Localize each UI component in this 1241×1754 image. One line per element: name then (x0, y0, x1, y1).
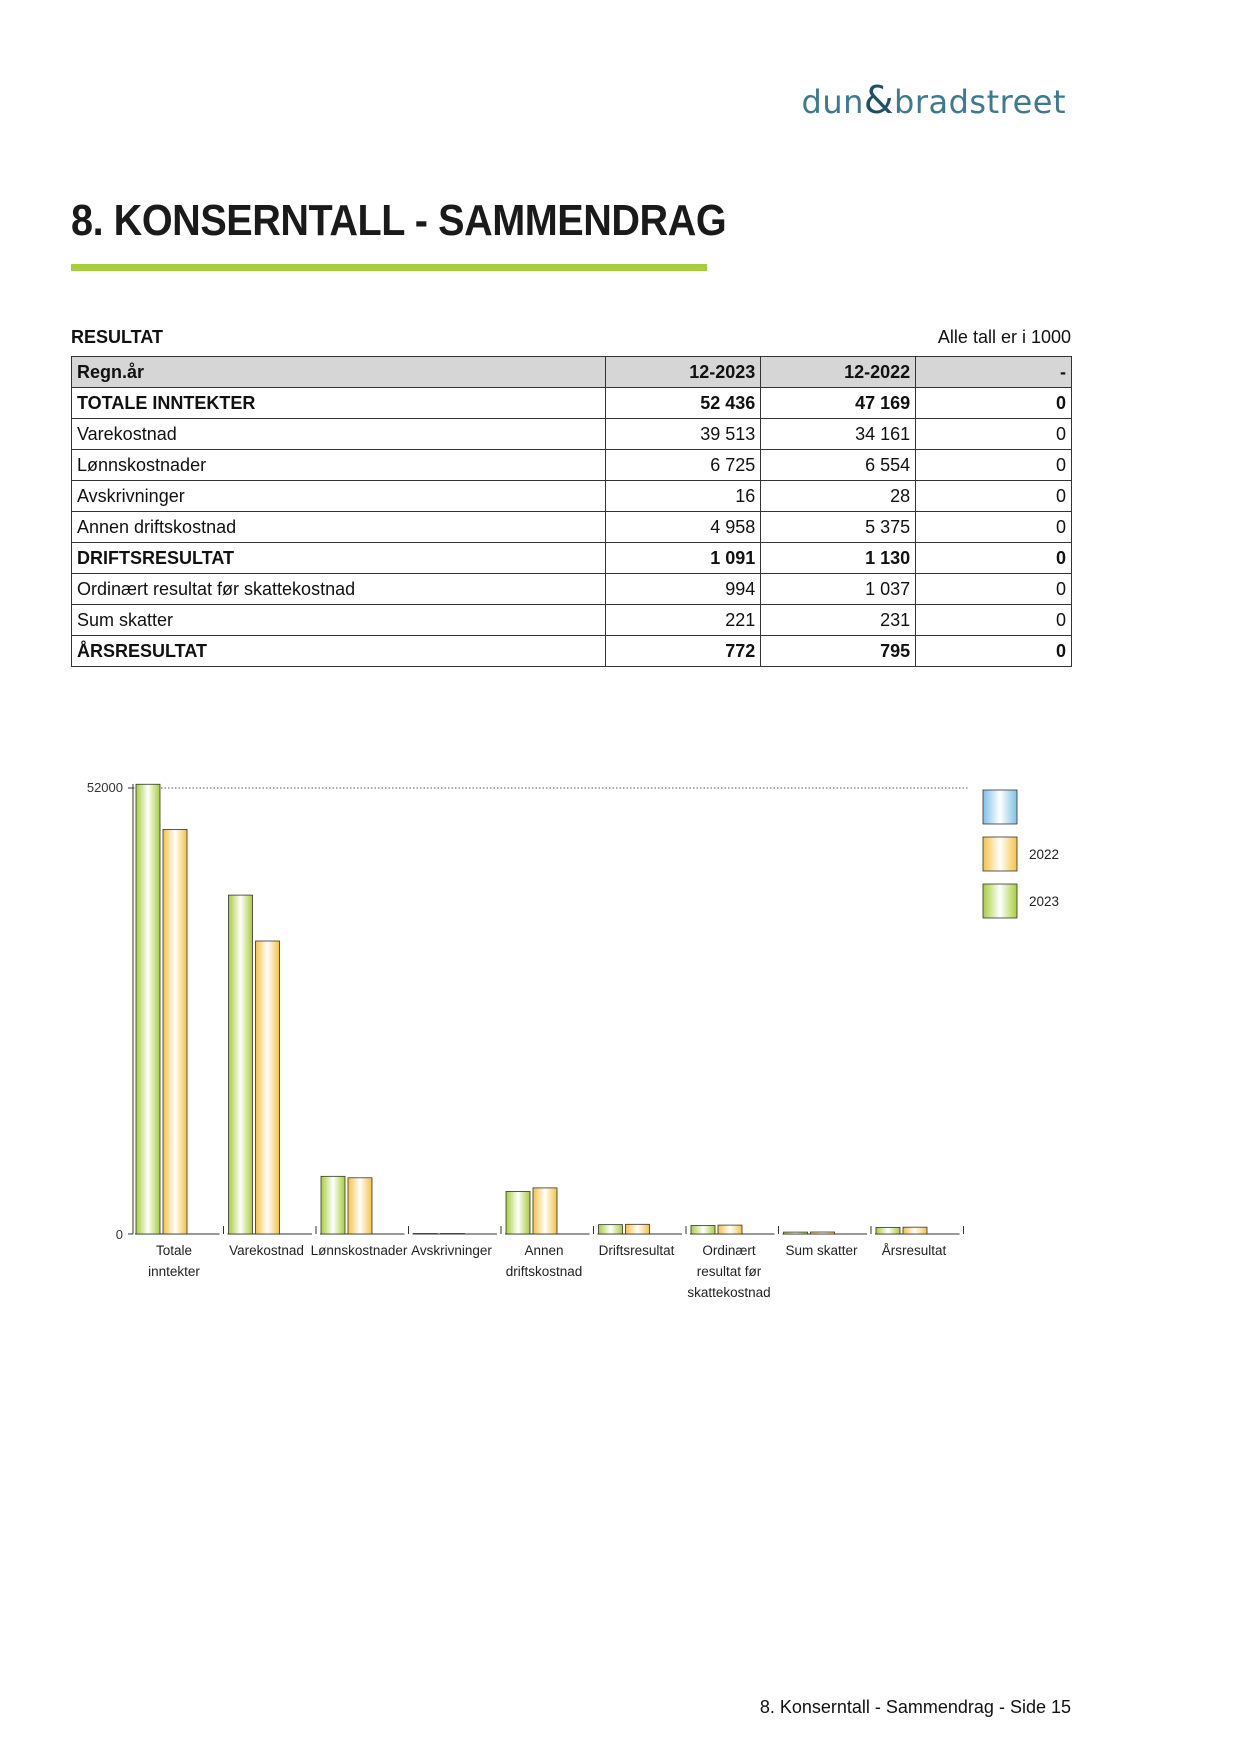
value-2023: 772 (606, 636, 761, 667)
legend-swatch (983, 837, 1017, 871)
table-row (72, 574, 1072, 605)
bar-2022-5 (626, 1224, 650, 1234)
section-label: RESULTAT (71, 327, 163, 347)
value-empty-period: 0 (916, 450, 1072, 481)
bar-2022-2 (348, 1178, 372, 1234)
value-2022: 5 375 (761, 512, 916, 543)
row-label: DRIFTSRESULTAT (72, 543, 606, 574)
bar-2022-0 (163, 829, 187, 1234)
table-row (72, 450, 1072, 481)
header-label: Regn.år (72, 357, 606, 388)
value-2022: 47 169 (761, 388, 916, 419)
row-label: Varekostnad (72, 419, 606, 450)
bar-2022-7 (811, 1232, 835, 1234)
value-empty-period: 0 (916, 636, 1072, 667)
table-row (72, 419, 1072, 450)
result-table (71, 356, 1072, 667)
bar-2022-1 (256, 941, 280, 1234)
x-tick-label: Årsresultat (881, 1243, 947, 1258)
value-2022: 34 161 (761, 419, 916, 450)
row-label: Sum skatter (72, 605, 606, 636)
value-empty-period: 0 (916, 543, 1072, 574)
x-tick-label: Lønnskostnader (310, 1243, 408, 1258)
row-label: Avskrivninger (72, 481, 606, 512)
value-empty-period: 0 (916, 605, 1072, 636)
x-tick-label: skattekostnad (687, 1285, 771, 1300)
value-empty-period: 0 (916, 512, 1072, 543)
value-2023: 52 436 (606, 388, 761, 419)
value-2023: 221 (606, 605, 761, 636)
bar-chart (60, 770, 1100, 1330)
unit-note: Alle tall er i 1000 (937, 327, 1071, 347)
value-2022: 6 554 (761, 450, 916, 481)
table-row (72, 512, 1072, 543)
logo-text-bradstreet: bradstreet (894, 83, 1066, 121)
table-row (72, 605, 1072, 636)
row-label: Lønnskostnader (72, 450, 606, 481)
value-empty-period: 0 (916, 419, 1072, 450)
value-2022: 231 (761, 605, 916, 636)
header-empty-period: - (916, 357, 1072, 388)
value-2023: 1 091 (606, 543, 761, 574)
bar-2023-6 (691, 1225, 715, 1234)
x-tick-label: driftskostnad (505, 1264, 583, 1279)
bar-2022-6 (718, 1225, 742, 1234)
value-empty-period: 0 (916, 574, 1072, 605)
x-tick-label: Sum skatter (785, 1243, 858, 1258)
value-2022: 795 (761, 636, 916, 667)
x-tick-label: Varekostnad (229, 1243, 304, 1258)
value-empty-period: 0 (916, 388, 1072, 419)
value-2022: 1 037 (761, 574, 916, 605)
legend-swatch (983, 884, 1017, 918)
legend-label: 2023 (1029, 894, 1060, 909)
value-2023: 6 725 (606, 450, 761, 481)
header-2022: 12-2022 (761, 357, 916, 388)
value-2023: 16 (606, 481, 761, 512)
logo-ampersand: & (863, 78, 895, 122)
x-tick-label: Annen (524, 1243, 564, 1258)
x-tick-label: Totale (155, 1243, 193, 1258)
logo-text-dun: dun (801, 83, 864, 121)
value-2022: 28 (761, 481, 916, 512)
value-2023: 39 513 (606, 419, 761, 450)
row-label: ÅRSRESULTAT (72, 636, 606, 667)
x-tick-label: Avskrivninger (411, 1243, 492, 1258)
x-tick-label: resultat før (696, 1264, 762, 1279)
dnb-logo (802, 78, 1067, 122)
bar-2023-4 (506, 1191, 530, 1234)
bar-2023-2 (321, 1176, 345, 1234)
bar-2023-0 (136, 784, 160, 1234)
title-underline (71, 264, 707, 271)
y-tick-label: 52000 (86, 780, 123, 795)
value-2023: 4 958 (606, 512, 761, 543)
header-2023: 12-2023 (606, 357, 761, 388)
row-label: TOTALE INNTEKTER (72, 388, 606, 419)
x-tick-label: inntekter (148, 1264, 200, 1279)
legend-label: 2022 (1029, 847, 1060, 862)
table-row (72, 543, 1072, 574)
bar-2022-3 (441, 1234, 465, 1235)
page-footer: 8. Konserntall - Sammendrag - Side 15 (759, 1697, 1071, 1717)
table-row (72, 481, 1072, 512)
bar-2023-8 (876, 1227, 900, 1234)
row-label: Annen driftskostnad (72, 512, 606, 543)
page-title: 8. KONSERNTALL - SAMMENDRAG (71, 196, 727, 245)
value-2023: 994 (606, 574, 761, 605)
table-header-row (72, 357, 1072, 388)
value-2022: 1 130 (761, 543, 916, 574)
x-tick-label: Driftsresultat (598, 1243, 675, 1258)
table-row (72, 636, 1072, 667)
y-tick-label: 0 (115, 1227, 123, 1242)
bar-2023-5 (599, 1225, 623, 1234)
x-tick-label: Ordinært (702, 1243, 756, 1258)
legend-swatch (983, 790, 1017, 824)
bar-2023-3 (414, 1234, 438, 1235)
table-row (72, 388, 1072, 419)
row-label: Ordinært resultat før skattekostnad (72, 574, 606, 605)
value-empty-period: 0 (916, 481, 1072, 512)
bar-2023-7 (784, 1232, 808, 1234)
bar-2023-1 (229, 895, 253, 1234)
bar-2022-8 (903, 1227, 927, 1234)
bar-2022-4 (533, 1188, 557, 1234)
